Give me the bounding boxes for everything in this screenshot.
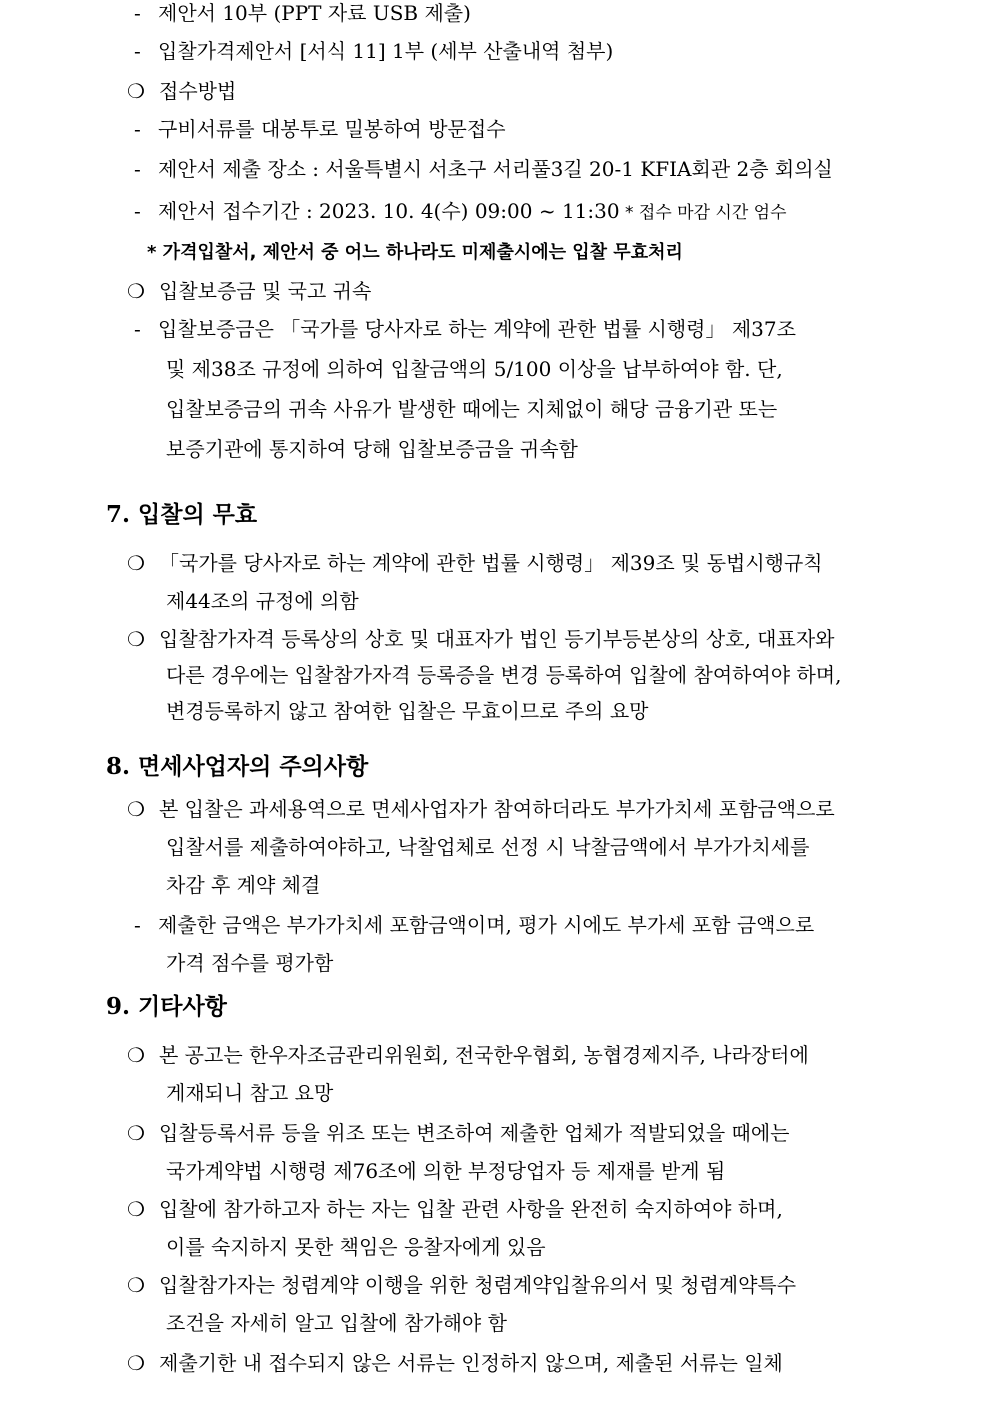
text-line xyxy=(0,910,992,940)
line-text: 입찰참가자격 등록상의 상호 및 대표자가 법인 등기부등본상의 상호, 대표자와 xyxy=(159,627,835,651)
text-line xyxy=(0,276,992,306)
dash-bullet: - xyxy=(134,1,141,25)
line-text: 입찰보증금은 「국가를 당사자로 하는 계약에 관한 법률 시행령」 제37조 xyxy=(158,317,796,341)
line-text: 입찰참가자는 청렴계약 이행을 위한 청렴계약입찰유의서 및 청렴계약특수 xyxy=(159,1273,797,1297)
line-text: 조건을 자세히 알고 입찰에 참가해야 함 xyxy=(166,1311,507,1335)
text-line xyxy=(0,832,992,862)
text-line xyxy=(0,1194,992,1224)
line-text: 입찰등록서류 등을 위조 또는 변조하여 제출한 업체가 적발되었을 때에는 xyxy=(159,1121,790,1145)
line-text: 입찰에 참가하고자 하는 자는 입찰 관련 사항을 완전히 숙지하여야 하며, xyxy=(159,1197,783,1221)
line-text: 입찰보증금 및 국고 귀속 xyxy=(159,279,372,303)
line-text: 입찰가격제안서 [서식 11] 1부 (세부 산출내역 첨부) xyxy=(158,39,614,63)
dash-bullet: - xyxy=(134,199,141,223)
line-text: 제출한 금액은 부가가치세 포함금액이며, 평가 시에도 부가세 포함 금액으로 xyxy=(158,913,815,937)
text-line xyxy=(0,76,992,106)
line-text: 입찰보증금의 귀속 사유가 발생한 때에는 지체없이 해당 금융기관 또는 xyxy=(166,397,778,421)
line-text: 제44조의 규정에 의함 xyxy=(166,589,359,613)
text-line xyxy=(0,624,992,654)
line-text: 보증기관에 통지하여 당해 입찰보증금을 귀속함 xyxy=(166,437,578,461)
text-line xyxy=(0,114,992,144)
text-line xyxy=(0,394,992,424)
line-text: 접수방법 xyxy=(159,79,237,103)
line-text: 본 입찰은 과세용역으로 면세사업자가 참여하더라도 부가가치세 포함금액으로 xyxy=(159,797,835,821)
text-line xyxy=(0,794,992,824)
text-line xyxy=(0,948,992,978)
text-line xyxy=(0,1308,992,1338)
line-text: 다른 경우에는 입찰참가자격 등록증을 변경 등록하여 입찰에 참여하여야 하며, xyxy=(166,663,842,687)
dash-bullet: - xyxy=(134,39,141,63)
circle-bullet-icon: ❍ xyxy=(127,627,145,651)
text-line xyxy=(0,1156,992,1186)
line-text: 변경등록하지 않고 참여한 입찰은 무효이므로 주의 요망 xyxy=(166,699,649,723)
line-text: 「국가를 당사자로 하는 계약에 관한 법률 시행령」 제39조 및 동법시행규칙 xyxy=(159,551,823,575)
text-line xyxy=(0,548,992,578)
dash-bullet: - xyxy=(134,157,141,181)
dash-bullet: - xyxy=(134,117,141,141)
circle-bullet-icon: ❍ xyxy=(127,797,145,821)
section-heading xyxy=(0,750,992,784)
line-text: * 가격입찰서, 제안서 중 어느 하나라도 미제출시에는 입찰 무효처리 xyxy=(147,242,683,263)
line-text: 및 제38조 규정에 의하여 입찰금액의 5/100 이상을 납부하여야 함. 단, xyxy=(166,357,783,381)
circle-bullet-icon: ❍ xyxy=(127,1121,145,1145)
line-text: 이를 숙지하지 못한 책임은 응찰자에게 있음 xyxy=(166,1235,546,1259)
dash-bullet: - xyxy=(134,913,141,937)
line-text: 국가계약법 시행령 제76조에 의한 부정당업자 등 제재를 받게 됨 xyxy=(166,1159,726,1183)
line-text: 게재되니 참고 요망 xyxy=(166,1081,334,1105)
text-line xyxy=(0,1040,992,1070)
text-line xyxy=(0,1118,992,1148)
text-line xyxy=(0,1078,992,1108)
line-text: 제안서 접수기간 : 2023. 10. 4(수) 09:00 ~ 11:30 xyxy=(158,199,620,223)
line-text: 차감 후 계약 체결 xyxy=(166,873,321,897)
circle-bullet-icon: ❍ xyxy=(127,1197,145,1221)
line-text: 제출기한 내 접수되지 않은 서류는 인정하지 않으며, 제출된 서류는 일체 xyxy=(159,1351,783,1375)
line-text: 9. 기타사항 xyxy=(106,993,227,1020)
line-text: 본 공고는 한우자조금관리위원회, 전국한우협회, 농협경제지주, 나라장터에 xyxy=(159,1043,809,1067)
circle-bullet-icon: ❍ xyxy=(127,1273,145,1297)
circle-bullet-icon: ❍ xyxy=(127,551,145,575)
line-text: 제안서 10부 (PPT 자료 USB 제출) xyxy=(158,1,471,25)
circle-bullet-icon: ❍ xyxy=(127,279,145,303)
section-heading xyxy=(0,498,992,532)
deadline-note: * 접수 마감 시간 엄수 xyxy=(619,203,787,223)
circle-bullet-icon: ❍ xyxy=(127,1351,145,1375)
line-text: 8. 면세사업자의 주의사항 xyxy=(106,753,369,780)
line-text: 가격 점수를 평가함 xyxy=(166,951,334,975)
text-line xyxy=(0,870,992,900)
text-line xyxy=(0,586,992,616)
text-line xyxy=(0,1348,992,1378)
text-line xyxy=(0,1232,992,1262)
text-line xyxy=(0,696,992,726)
text-line xyxy=(0,196,992,228)
text-line xyxy=(0,660,992,690)
text-line xyxy=(0,238,992,268)
circle-bullet-icon: ❍ xyxy=(127,79,145,103)
text-line xyxy=(0,1270,992,1300)
text-line xyxy=(0,354,992,384)
section-heading xyxy=(0,990,992,1024)
dash-bullet: - xyxy=(134,317,141,341)
circle-bullet-icon: ❍ xyxy=(127,1043,145,1067)
text-line xyxy=(0,0,992,28)
text-line xyxy=(0,314,992,344)
text-line xyxy=(0,434,992,464)
text-line xyxy=(0,36,992,66)
line-text: 입찰서를 제출하여야하고, 낙찰업체로 선정 시 낙찰금액에서 부가가치세를 xyxy=(166,835,810,859)
line-text: 7. 입찰의 무효 xyxy=(106,501,258,528)
line-text: 제안서 제출 장소 : 서울특별시 서초구 서리풀3길 20-1 KFIA회관 2층 회의실 xyxy=(158,157,833,181)
line-text: 구비서류를 대봉투로 밀봉하여 방문접수 xyxy=(158,117,506,141)
text-line xyxy=(0,154,992,184)
